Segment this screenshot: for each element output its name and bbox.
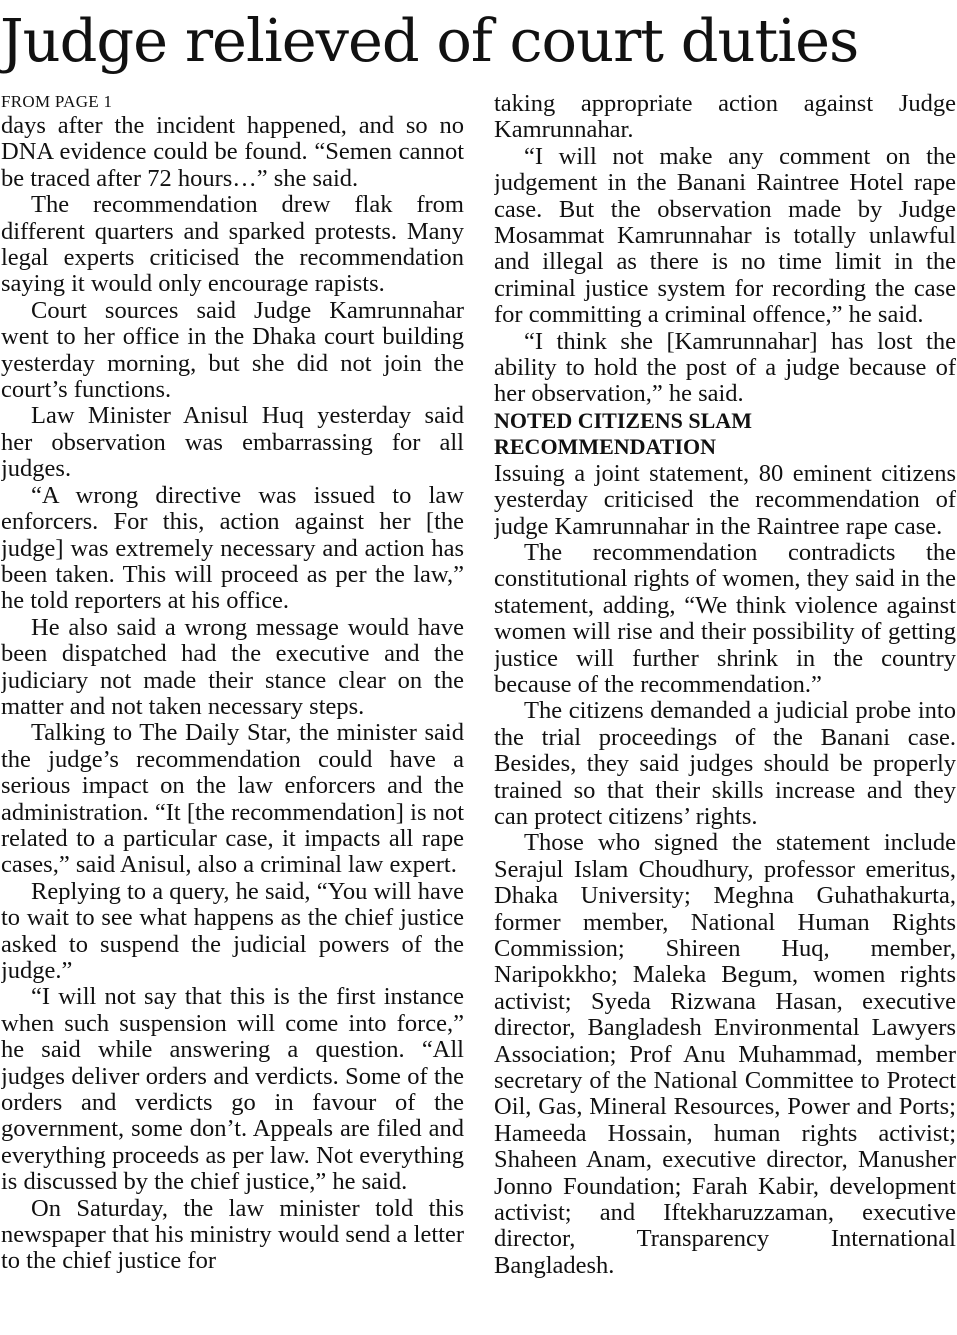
body-paragraph: “I will not make any comment on the judgement in the Banani Raintree Hotel rape case. But the observation made by Judge Mosammat Kamrunnahar is totally unlawful and illegal as there is no time limit in the criminal justice system for recording the case for committing a criminal offence,” he said. bbox=[494, 142, 956, 329]
jump-line: FROM PAGE 1 bbox=[1, 92, 113, 111]
body-paragraph: Replying to a query, he said, “You will have to wait to see what happens as the chief justice asked to suspend the judicial powers of the judge.” bbox=[1, 877, 464, 984]
body-paragraph: On Saturday, the law minister told this newspaper that his ministry would send a letter to the chief justice for bbox=[1, 1194, 464, 1275]
body-paragraph: “I think she [Kamrunnahar] has lost the ability to hold the post of a judge because of her observation,” he said. bbox=[494, 327, 956, 408]
right-column bbox=[494, 91, 956, 1331]
body-paragraph: Talking to The Daily Star, the minister said the judge’s recommendation could have a serious impact on the law enforcers and the administration. “It [the recommendation] is not related to a particular case, it impacts all rape cases,” said Anisul, also a criminal law expert. bbox=[1, 719, 464, 879]
body-paragraph: Those who signed the statement include Serajul Islam Choudhury, professor emeritus, Dhaka University; Meghna Guhathakurta, former member, National Human Rights Commission; Shireen Huq, member, Naripokkho; Maleka Begum, women rights activist; Syeda Rizwana Hasan, executive director, Bangladesh Environmental Lawyers Association; Prof Anu Muhammad, member secretary of the National Committee to Protect Oil, Gas, Mineral Resources, Power and Ports; Hameeda Hossain, human rights activist; Shaheen Anam, executive director, Manusher Jonno Foundation; Farah Kabir, development activist; and Iftekharuzzaman, executive director, Transparency International Bangladesh. bbox=[494, 829, 956, 1279]
body-paragraph: “I will not say that this is the first instance when such suspension will come into force,” he said while answering a question. “All judges deliver orders and verdicts. Some of the orders and verdicts go in favour of the government, some don’t. Appeals are filed and everything proceeds as per law. Not everything is discussed by the chief justice,” he said. bbox=[1, 983, 464, 1196]
body-paragraph: days after the incident happened, and so no DNA evidence could be found. “Semen cannot be traced after 72 hours…” she said. bbox=[1, 112, 464, 192]
left-column bbox=[1, 91, 464, 1331]
body-paragraph: Court sources said Judge Kamrunnahar went to her office in the Dhaka court building yesterday morning, but she did not join the court’s functions. bbox=[1, 296, 464, 404]
body-paragraph: taking appropriate action against Judge Kamrunnahar. bbox=[494, 91, 956, 144]
body-paragraph: The recommendation contradicts the constitutional rights of women, they said in the statement, adding, “We think violence against women will rise and their possibility of getting justice will further shrink in the country because of the recommendation.” bbox=[494, 538, 956, 698]
body-paragraph: The citizens demanded a judicial probe into the trial proceedings of the Banani case. Besides, they said judges should be properly trained so that their skills increase and they can protect citizens’ rights. bbox=[494, 697, 956, 830]
body-paragraph: Issuing a joint statement, 80 eminent citizens yesterday criticised the recommendation of judge Kamrunnahar in the Raintree rape case. bbox=[494, 459, 956, 540]
headline: Judge relieved of court duties bbox=[0, 6, 859, 75]
section-subhead: NOTED CITIZENS SLAM RECOMMENDATION bbox=[494, 407, 752, 460]
body-paragraph: Law Minister Anisul Huq yesterday said her observation was embarrassing for all judges. bbox=[1, 402, 464, 483]
body-paragraph: The recommendation drew flak from different quarters and sparked protests. Many legal experts criticised the recommendation saying it would only encourage rapists. bbox=[1, 191, 464, 298]
body-paragraph: “A wrong directive was issued to law enforcers. For this, action against her [the judge] was extremely necessary and action has been taken. This will proceed as per the law,” he told reporters at his office. bbox=[1, 481, 464, 615]
body-paragraph: He also said a wrong message would have been dispatched had the executive and the judiciary not made their stance clear on the matter and not taken necessary steps. bbox=[1, 613, 464, 720]
